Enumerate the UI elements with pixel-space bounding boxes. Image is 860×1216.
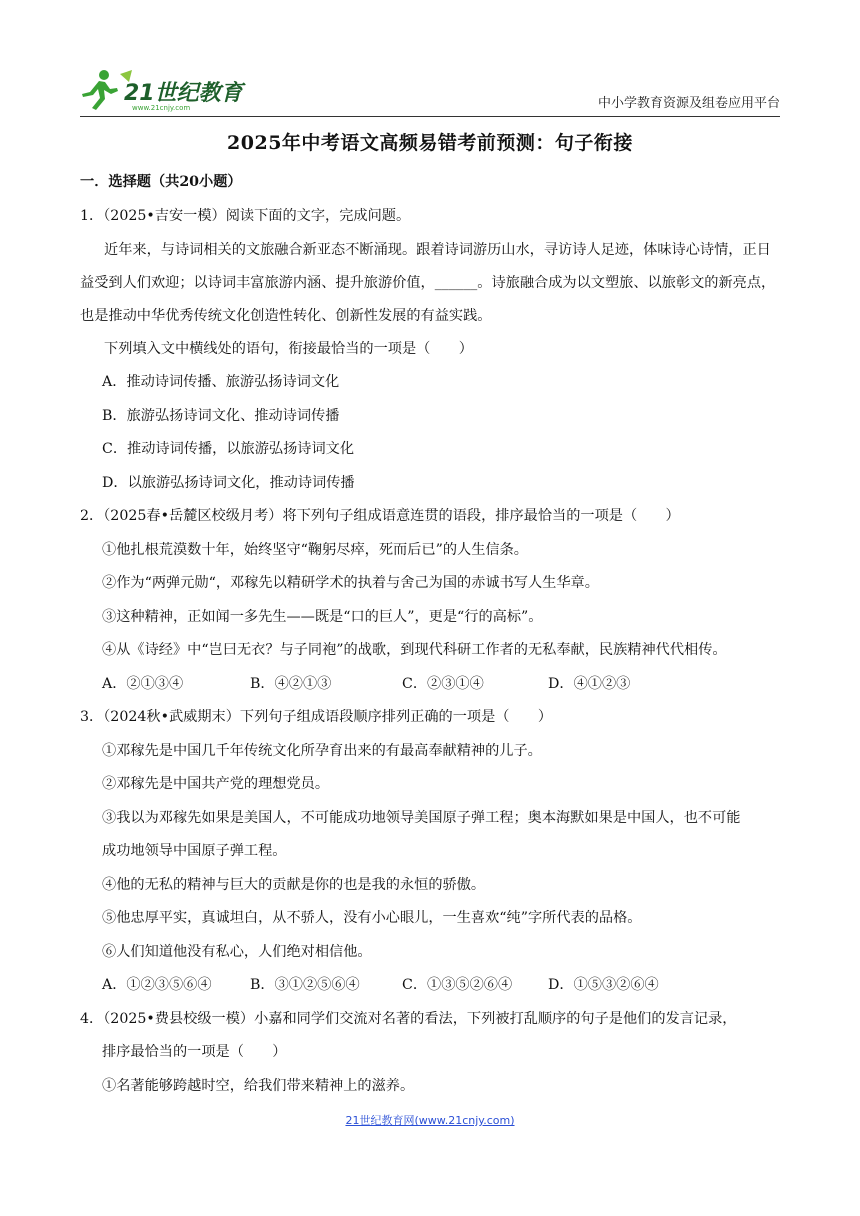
question-4-stem-continued: 排序最恰当的一项是（ ） <box>102 1044 287 1060</box>
page-header <box>80 62 780 114</box>
question-2-item: ④从《诗经》中“岂曰无衣？与子同袍”的战歌，到现代科研工作者的无私奉献，民族精神代代相传。 <box>102 642 727 658</box>
header-divider <box>80 116 780 117</box>
logo <box>80 66 260 112</box>
platform-name: 中小学教育资源及组卷应用平台 <box>597 96 780 111</box>
question-1-stem: 1．（2025•吉安一模）阅读下面的文字，完成问题。 <box>80 208 411 224</box>
question-4-stem: 4．（2025•费县校级一模）小嘉和同学们交流对名著的看法，下列被打乱顺序的句子是他们的发言记录， <box>80 1010 737 1027</box>
question-3-item: ⑥人们知道他没有私心，人们绝对相信他。 <box>102 943 372 960</box>
question-3-item: 成功地领导中国原子弹工程。 <box>102 843 287 859</box>
question-3-option-c[interactable]: C．①③⑤②⑥④ <box>402 977 513 993</box>
question-2-item: ②作为“两弹元勋“，邓稼先以精研学术的执着与舍己为国的赤诚书写人生华章。 <box>102 575 599 591</box>
logo-main-text: 21世纪教育 <box>124 81 243 106</box>
question-2-option-b[interactable]: B．④②①③ <box>250 675 332 692</box>
footer-link[interactable]: 21世纪教育网(www.21cnjy.com) <box>345 1114 515 1127</box>
question-1-option-b[interactable]: B．旅游弘扬诗词文化、推动诗词传播 <box>102 407 340 424</box>
question-2-options <box>80 668 780 702</box>
question-2-item: ①他扎根荒漠数十年，始终坚守“鞠躬尽瘁，死而后已”的人生信条。 <box>102 541 528 558</box>
question-1-ask: 下列填入文中横线处的语句，衔接最恰当的一项是（ ） <box>104 340 473 357</box>
question-3-item: ①邓稼先是中国几千年传统文化所孕育出来的有最高奉献精神的儿子。 <box>102 742 542 759</box>
question-3-item: ④他的无私的精神与巨大的贡献是你的也是我的永恒的骄傲。 <box>102 876 486 893</box>
question-3-option-d[interactable]: D．①⑤③②⑥④ <box>548 977 659 993</box>
question-3-stem: 3．（2024秋•武威期末）下列句子组成语段顺序排列正确的一项是（ ） <box>80 709 553 725</box>
question-3-item: ③我以为邓稼先如果是美国人，不可能成功地领导美国原子弹工程；奥本海默如果是中国人，也不可能 <box>102 809 741 826</box>
page-title: 2025年中考语文高频易错考前预测：句子衔接 <box>227 132 633 154</box>
question-2-stem: 2．（2025春•岳麓区校级月考）将下列句子组成语意连贯的语段，排序最恰当的一项是（ ） <box>80 508 680 524</box>
question-2-option-a[interactable]: A．②①③④ <box>102 675 184 692</box>
question-1-passage: 近年来，与诗词相关的文旅融合新亚态不断涌现。跟着诗词游历山水，寻访诗人足迹，体味诗心诗情，正日益受到人们欢迎；以诗词丰富旅游内涵、提升旅游价值，______。诗旅融合成为以文塑旅、以旅彰文的新亮点，也是推动中华优秀传统文化创造性转化、创新性发展的有益实践。 <box>80 241 776 324</box>
question-2-option-c[interactable]: C．②③①④ <box>402 675 484 692</box>
question-3-item: ②邓稼先是中国共产党的理想党员。 <box>102 776 330 792</box>
question-2-item: ③这种精神，正如闻一多先生——既是“口的巨人”，更是“行的高标”。 <box>102 608 543 625</box>
question-1-option-a[interactable]: A．推动诗词传播、旅游弘扬诗词文化 <box>102 374 340 390</box>
question-1-option-d[interactable]: D．以旅游弘扬诗词文化，推动诗词传播 <box>102 474 355 491</box>
question-2-option-d[interactable]: D．④①②③ <box>548 675 631 692</box>
question-3-option-b[interactable]: B．③①②⑤⑥④ <box>250 977 360 993</box>
question-3-item: ⑤他忠厚平实，真诚坦白，从不骄人，没有小心眼儿，一生喜欢“纯”字所代表的品格。 <box>102 910 642 926</box>
question-1-option-c[interactable]: C．推动诗词传播，以旅游弘扬诗词文化 <box>102 441 355 457</box>
question-4-item: ①名著能够跨越时空，给我们带来精神上的滋养。 <box>102 1077 415 1094</box>
question-3-options <box>80 969 780 1003</box>
question-3-option-a[interactable]: A．①②③⑤⑥④ <box>102 977 212 993</box>
section-heading: 一．选择题（共20小题） <box>80 174 242 190</box>
logo-url-text: www.21cnjy.com <box>132 104 191 112</box>
question-content <box>80 170 780 1103</box>
